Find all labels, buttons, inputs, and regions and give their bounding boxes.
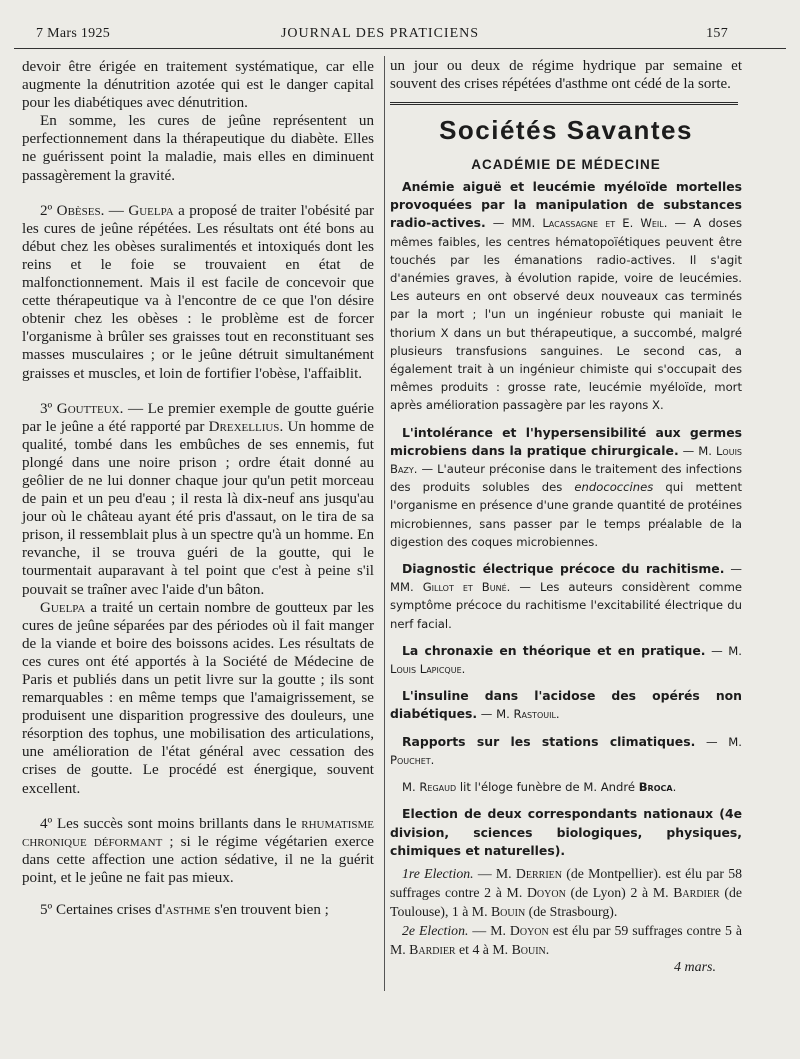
paragraph-goutteux: 3º Goutteux. — Le premier exemple de goutte guérie par le jeûne a été rapporté par Drexellius. Un homme de qualité, tombé dans les embûches de ses ennemis, fut plongé dans une noire prison ; ordre était donné au geôlier de ne lui donner chaque jour qu'un petit morceau de pain et un peu d'eau ; il resta là dix-neuf ans jusqu'au jour où le château ayant été pris d'assaut, on le tira de sa prison, il ressemblait plus à un spectre qu'à un homme. En revanche, il se trouva guéri de la goutte, qui le tourmentait auparavant à tel point que c'est à peine s'il pouvait se traîner avec l'aide d'un bâton.	[22, 400, 375, 598]
section-label: Obèses.	[56, 202, 105, 219]
emphasis: endococcines	[574, 480, 654, 495]
person-name: Doyon	[526, 884, 566, 900]
section-rule	[390, 102, 738, 105]
section-label: asthme	[165, 902, 211, 919]
spacer	[22, 185, 374, 202]
report-authors: — M. Rastouil.	[477, 707, 560, 722]
section-number: 5º	[40, 902, 53, 919]
section-number: 2º	[40, 202, 53, 219]
report-authors: — M. Louis Bazy.	[390, 443, 743, 477]
journal-title: JOURNAL DES PRATICIENS	[280, 26, 480, 41]
election-second: 2e Election. — M. Doyon est élu par 59 suffrages contre 5 à M. Bardier et 4 à M. Bouin.	[390, 922, 742, 957]
report-title: Diagnostic électrique précoce du rachitisme.	[402, 561, 725, 577]
report-item-eulogy: M. Regaud lit l'éloge funèbre de M. André Broca.	[402, 780, 677, 795]
election-label: 1re Election.	[402, 865, 474, 881]
issue-date: 7 Mars 1925	[36, 26, 111, 41]
column-divider	[384, 56, 385, 991]
report-item: L'intolérance et l'hypersensibilité aux germes microbiens dans la pratique chirurgicale. — M. Louis Bazy. — L'auteur préconise dans le traitement des infections des produits solubles des endococcines qui mettent l'organisme en présence d'une grande quantité de protéines microbiennes, sans passer par le temps préalable de la digestion des coques microbiennes.	[390, 424, 743, 549]
report-authors: — MM. Lacassagne et E. Weil.	[485, 216, 668, 231]
page-header	[30, 26, 730, 46]
paragraph-asthme-continued: un jour ou deux de régime hydrique par semaine et souvent des crises répétées d'asthme ont cédé de la sorte.	[390, 58, 742, 92]
paragraph-obeses: 2º Obèses. — Guelpa a proposé de traiter l'obésité par les cures de jeûne répétées. Les résultats ont été bons au début chez les obèses suralimentés et intoxiqués dont les reins et le foie se trouvaient en état de malfonctionnement. Mais il est facile de concevoir que cette thérapeutique va à l'encontre de ce que l'on désire obtenir chez les obèses : le problème est de forcer l'organisme à brûler ses graisses tout en reconstituant ses masses musculaires ; or le jeûne détruit simultanément graisses et muscles, et loin de fortifier l'obèse, l'affaiblit.	[22, 202, 374, 382]
paragraph-asthme: 5º Certaines crises d'asthme s'en trouvent bien ;	[40, 902, 329, 919]
report-title: La chronaxie en théorique et en pratique.	[402, 642, 706, 658]
person-name: Broca	[638, 780, 673, 795]
person-name: Bouin	[490, 903, 526, 919]
report-title: Anémie aiguë et leucémie myéloïde mortelles provoquées par la manipulation de substances radio-actives.	[390, 179, 742, 231]
section-number: 4º	[40, 815, 53, 832]
header-rule	[14, 48, 786, 49]
person-name: Regaud	[419, 780, 457, 795]
person-name: Derrien	[515, 865, 562, 881]
paragraph-summary: En somme, les cures de jeûne représentent un perfectionnement dans la thérapeutique du diabète. Elles ne guérissent point la maladie, mais elles en diminuent passagèrement la gravité.	[22, 113, 374, 184]
report-authors: — MM. Gillot et Buné.	[390, 562, 742, 595]
academy-heading: ACADÉMIE DE MÉDECINE	[471, 157, 661, 172]
paragraph-diabetes-end: devoir être érigée en traitement systématique, car elle augmente la dénutrition azotée qui est le danger capital pour les diabétiques avec dénutrition.	[22, 59, 374, 112]
section-number: 3º	[40, 400, 53, 417]
paragraph-guelpa-goutte: Guelpa a traité un certain nombre de goutteux par les cures de jeûne séparées par des périodes où il fait manger de la viande et boire des boissons acides. Les résultats de ces cures ont été apportés à la Société de Médecine de Paris et publiés dans un petit livre sur la goutte ; ils sont remarquables : en même temps que l'amaigrissement, se produisent une disparition progressive des douleurs, une résorption des tophus, une mobilisation des articulations, une amélioration de l'état général avec cessation des crises de goutte. Le procédé est énergique, souvent excellent.	[22, 599, 374, 797]
report-item: Diagnostic électrique précoce du rachitisme. — MM. Gillot et Buné. — Les auteurs considèrent comme symptôme précoce du rachitisme l'excitabilité électrique du nerf facial.	[390, 561, 743, 631]
signoff-date: 4 mars.	[673, 959, 716, 975]
person-name: Bardier	[673, 884, 720, 900]
right-column	[390, 58, 742, 977]
election-first: 1re Election. — M. Derrien (de Montpellier). est élu par 58 suffrages contre 2 à M. Doyon (de Lyon) 2 à M. Bardier (de Toulouse), 1 à M. Bouin (de Strasbourg).	[390, 865, 742, 919]
report-item	[390, 687, 742, 723]
election-label: 2e Election.	[402, 922, 469, 938]
section-label: rhumatisme chronique déformant	[22, 815, 374, 850]
author-name: Guelpa	[40, 599, 86, 616]
left-column	[22, 58, 374, 919]
report-title: L'intolérance et l'hypersensibilité aux germes microbiens dans la pratique chirurgicale.	[390, 424, 742, 458]
report-item: Anémie aiguë et leucémie myéloïde mortelles provoquées par la manipulation de substances radio-actives. — MM. Lacassagne et E. Weil. — A doses mêmes faibles, les centres hématopoïétiques peuvent être touchés par les émanations radio-actives. Il s'agit d'anémies graves, à évolution rapide, voire de leucémies. Les auteurs en ont observé deux nouveaux cas terminés par la mort ; l'un un ingénieur robuste qui maniait le thorium X dans un but thérapeutique, a succombé, malgré plusieurs transfusions sanguines. Le second cas, a également trait à un ingénieur chimiste qui s'occupait des mêmes produits : grosse rate, leucémie myéloïde, mort après amélioration passagère par les rayons X.	[390, 179, 742, 413]
report-title: Rapports sur les stations climatiques.	[402, 733, 696, 749]
person-name: Bouin	[511, 941, 546, 957]
report-title: L'insuline dans l'acidose des opérés non diabétiques.	[390, 688, 742, 722]
paragraph-rhumatisme: 4º Les succès sont moins brillants dans le rhumatisme chronique déformant ; si le régime végétarien exerce dans cette affection une action sédative, il ne la guérit point, et le jeûne ne fait pas mieux.	[22, 815, 374, 886]
report-title: Election de deux correspondants nationaux (4e division, sciences biologiques, physiques, chimiques et naturelles).	[390, 806, 742, 858]
spacer	[22, 887, 374, 901]
author-name: Drexellius	[208, 418, 280, 435]
report-item	[390, 642, 742, 678]
spacer	[22, 383, 374, 400]
person-name: Bardier	[409, 941, 456, 957]
report-item-election	[390, 805, 742, 860]
author-name: Guelpa	[128, 202, 174, 219]
report-authors: — M. Louis Lapicque.	[390, 643, 742, 677]
report-authors: — M. Pouchet.	[390, 734, 742, 767]
page-number: 157	[706, 26, 728, 41]
section-label: Goutteux.	[56, 400, 124, 417]
spacer	[22, 798, 374, 815]
report-item	[390, 733, 742, 769]
person-name: Doyon	[509, 922, 549, 938]
section-title: Sociétés Savantes	[439, 115, 693, 145]
